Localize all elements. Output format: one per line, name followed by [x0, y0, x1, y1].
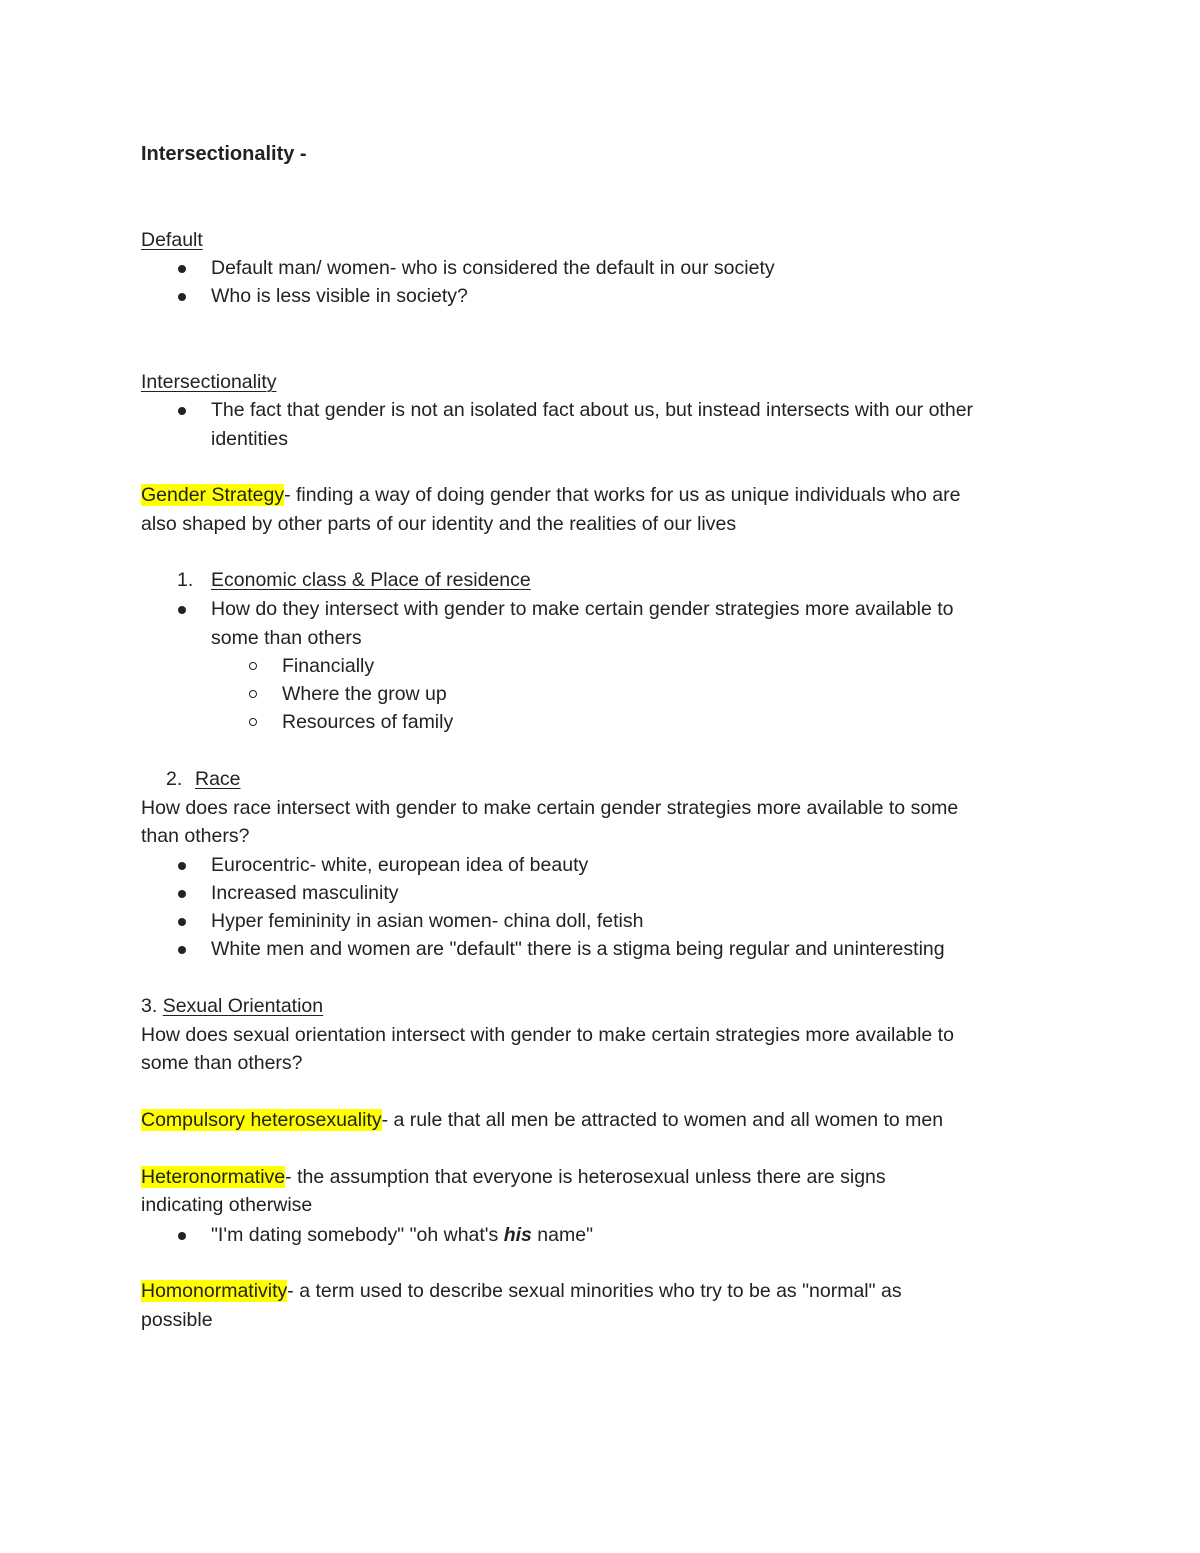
- example-emphasis: his: [503, 1224, 532, 1246]
- bullet-icon: [178, 890, 186, 898]
- list-item: The fact that gender is not an isolated fact about us, but instead intersects with our other: [211, 399, 974, 421]
- highlighted-term: Compulsory heterosexuality: [141, 1109, 382, 1131]
- list-item-continuation: some than others: [211, 627, 362, 649]
- sub-list-item: Financially: [282, 655, 375, 677]
- homonormativity-definition: [141, 1277, 902, 1305]
- example-before: "I'm dating somebody" "oh what's: [211, 1224, 504, 1246]
- bullet-icon: [178, 265, 186, 273]
- list-item: White men and women are "default" there is a stigma being regular and uninteresting: [211, 938, 945, 960]
- list-item: Eurocentric- white, european idea of beauty: [211, 854, 589, 876]
- list-item-continuation: identities: [211, 428, 288, 450]
- example-item: [211, 1221, 593, 1249]
- sub-list-item: Where the grow up: [282, 683, 447, 705]
- list-number: 2.: [166, 768, 183, 790]
- gender-strategy-definition: [141, 481, 961, 509]
- definition-continuation: also shaped by other parts of our identity and the realities of our lives: [141, 513, 737, 535]
- sexual-orientation-heading: Sexual Orientation: [162, 995, 324, 1017]
- definition-text: - a term used to describe sexual minorities who try to be as "normal" as: [287, 1280, 902, 1302]
- highlighted-term: Homonormativity: [141, 1280, 288, 1302]
- bullet-icon: [178, 606, 186, 614]
- heteronormative-definition: [141, 1163, 886, 1191]
- race-question-continuation: than others?: [141, 825, 250, 847]
- definition-text: - the assumption that everyone is heterosexual unless there are signs: [285, 1166, 886, 1188]
- bullet-icon: [178, 862, 186, 870]
- race-heading: Race: [195, 768, 241, 790]
- hollow-bullet-icon: [249, 718, 257, 726]
- list-item: How do they intersect with gender to make certain gender strategies more available to: [211, 598, 954, 620]
- bullet-icon: [178, 407, 186, 415]
- sexual-orientation-question: How does sexual orientation intersect with gender to make certain strategies more available to: [141, 1024, 954, 1046]
- list-item: Who is less visible in society?: [211, 285, 468, 307]
- list-number: 1.: [177, 569, 194, 591]
- example-after: name": [531, 1224, 594, 1246]
- bullet-icon: [178, 293, 186, 301]
- page-title: Intersectionality -: [141, 143, 307, 165]
- compulsory-definition: [141, 1106, 943, 1134]
- definition-continuation: possible: [141, 1309, 213, 1331]
- definition-continuation: indicating otherwise: [141, 1194, 313, 1216]
- list-number: 3.: [141, 995, 158, 1017]
- sexual-orientation-question-continuation: some than others?: [141, 1052, 303, 1074]
- definition-text: - a rule that all men be attracted to women and all women to men: [381, 1109, 944, 1131]
- bullet-icon: [178, 918, 186, 926]
- bullet-icon: [178, 946, 186, 954]
- definition-text: - finding a way of doing gender that works for us as unique individuals who are: [284, 484, 961, 506]
- hollow-bullet-icon: [249, 662, 257, 670]
- race-question: How does race intersect with gender to make certain gender strategies more available to some: [141, 797, 959, 819]
- hollow-bullet-icon: [249, 690, 257, 698]
- intersectionality-heading: Intersectionality: [141, 371, 277, 393]
- highlighted-term: Gender Strategy: [141, 484, 285, 506]
- sub-list-item: Resources of family: [282, 711, 454, 733]
- sexual-orientation-line: [141, 992, 323, 1020]
- list-item: Default man/ women- who is considered the default in our society: [211, 257, 775, 279]
- list-item: Hyper femininity in asian women- china doll, fetish: [211, 910, 644, 932]
- bullet-icon: [178, 1232, 186, 1240]
- highlighted-term: Heteronormative: [141, 1166, 286, 1188]
- default-heading: Default: [141, 229, 203, 251]
- list-item: Increased masculinity: [211, 882, 399, 904]
- economic-heading: Economic class & Place of residence: [211, 569, 531, 591]
